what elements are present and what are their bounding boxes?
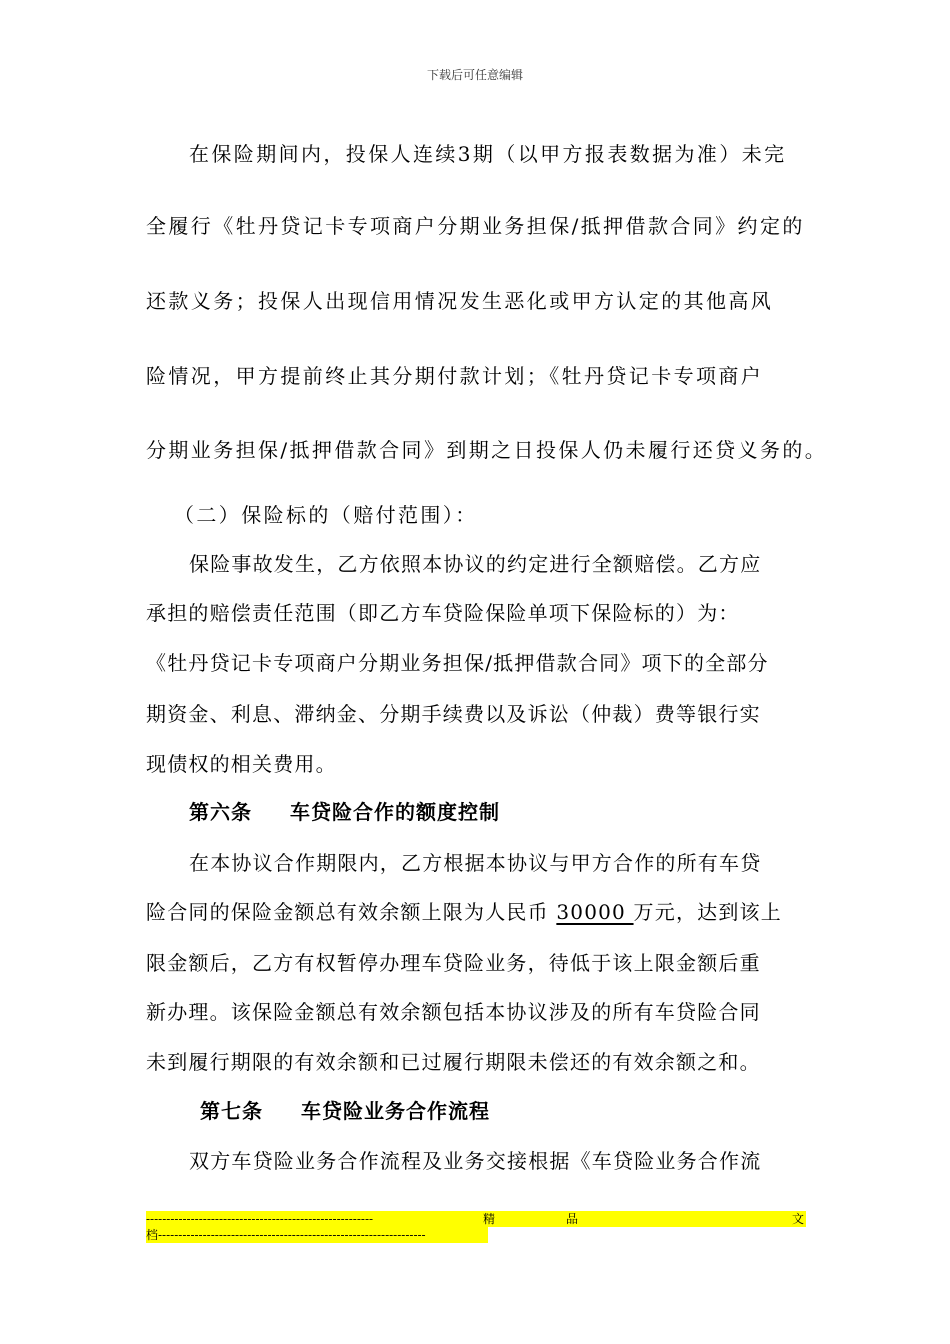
paragraph-line: 期资金、利息、滞纳金、分期手续费以及诉讼（仲裁）费等银行实 [146, 702, 761, 726]
paragraph-line: 还款义务；投保人出现信用情况发生恶化或甲方认定的其他高风 [146, 289, 774, 313]
paragraph-line: 险情况，甲方提前终止其分期付款计划；《牡丹贷记卡专项商户 [146, 364, 764, 388]
footer-char: 文 [791, 1212, 804, 1226]
section-title: （二）保险标的（赔付范围）： [174, 503, 478, 527]
paragraph-line: 承担的赔偿责任范围（即乙方车贷险保险单项下保险标的）为： [146, 601, 740, 625]
footer-char: 精 [483, 1212, 496, 1226]
footer-banner [146, 1211, 806, 1227]
paragraph-line: 双方车贷险业务合作流程及业务交接根据《车贷险业务合作流 [189, 1149, 762, 1173]
footer-dashes: -------------------------------------------------------- [146, 1212, 374, 1226]
paragraph-line: 新办理。该保险金额总有效余额包括本协议涉及的所有车贷险合同 [146, 1000, 761, 1024]
article-number: 第七条 [200, 1099, 263, 1123]
article-number: 第六条 [189, 800, 252, 824]
text-segment: 险合同的保险金额总有效余额上限为人民币 [146, 900, 557, 924]
amount-value: 30000 [556, 900, 634, 924]
paragraph-line: 分期业务担保/抵押借款合同》到期之日投保人仍未履行还贷义务的。 [146, 438, 828, 462]
paragraph-line: 在本协议合作期限内，乙方根据本协议与甲方合作的所有车贷 [189, 851, 762, 875]
paragraph-line [146, 902, 782, 922]
paragraph-line: 在保险期间内，投保人连续3期（以甲方报表数据为准）未完 [189, 142, 787, 166]
paragraph-line: 未到履行期限的有效余额和已过履行期限未偿还的有效余额之和。 [146, 1050, 761, 1074]
article-title: 车贷险合作的额度控制 [290, 800, 500, 824]
page-header: 下载后可任意编辑 [426, 68, 523, 82]
paragraph-line: 全履行《牡丹贷记卡专项商户分期业务担保/抵押借款合同》约定的 [146, 214, 805, 238]
article-title: 车贷险业务合作流程 [301, 1099, 490, 1123]
paragraph-line: 保险事故发生，乙方依照本协议的约定进行全额赔偿。乙方应 [189, 552, 762, 576]
article-heading [189, 802, 500, 822]
paragraph-line: 《牡丹贷记卡专项商户分期业务担保/抵押借款合同》项下的全部分 [146, 651, 769, 675]
paragraph-line: 限金额后，乙方有权暂停办理车贷险业务，待低于该上限金额后重 [146, 951, 761, 975]
text-segment: 万元，达到该上 [633, 900, 782, 924]
paragraph-line: 现债权的相关费用。 [146, 752, 337, 776]
footer-banner-line2: 档------------------------------------------------------------------ [146, 1227, 488, 1243]
article-heading [200, 1101, 490, 1121]
footer-char: 品 [566, 1212, 579, 1226]
